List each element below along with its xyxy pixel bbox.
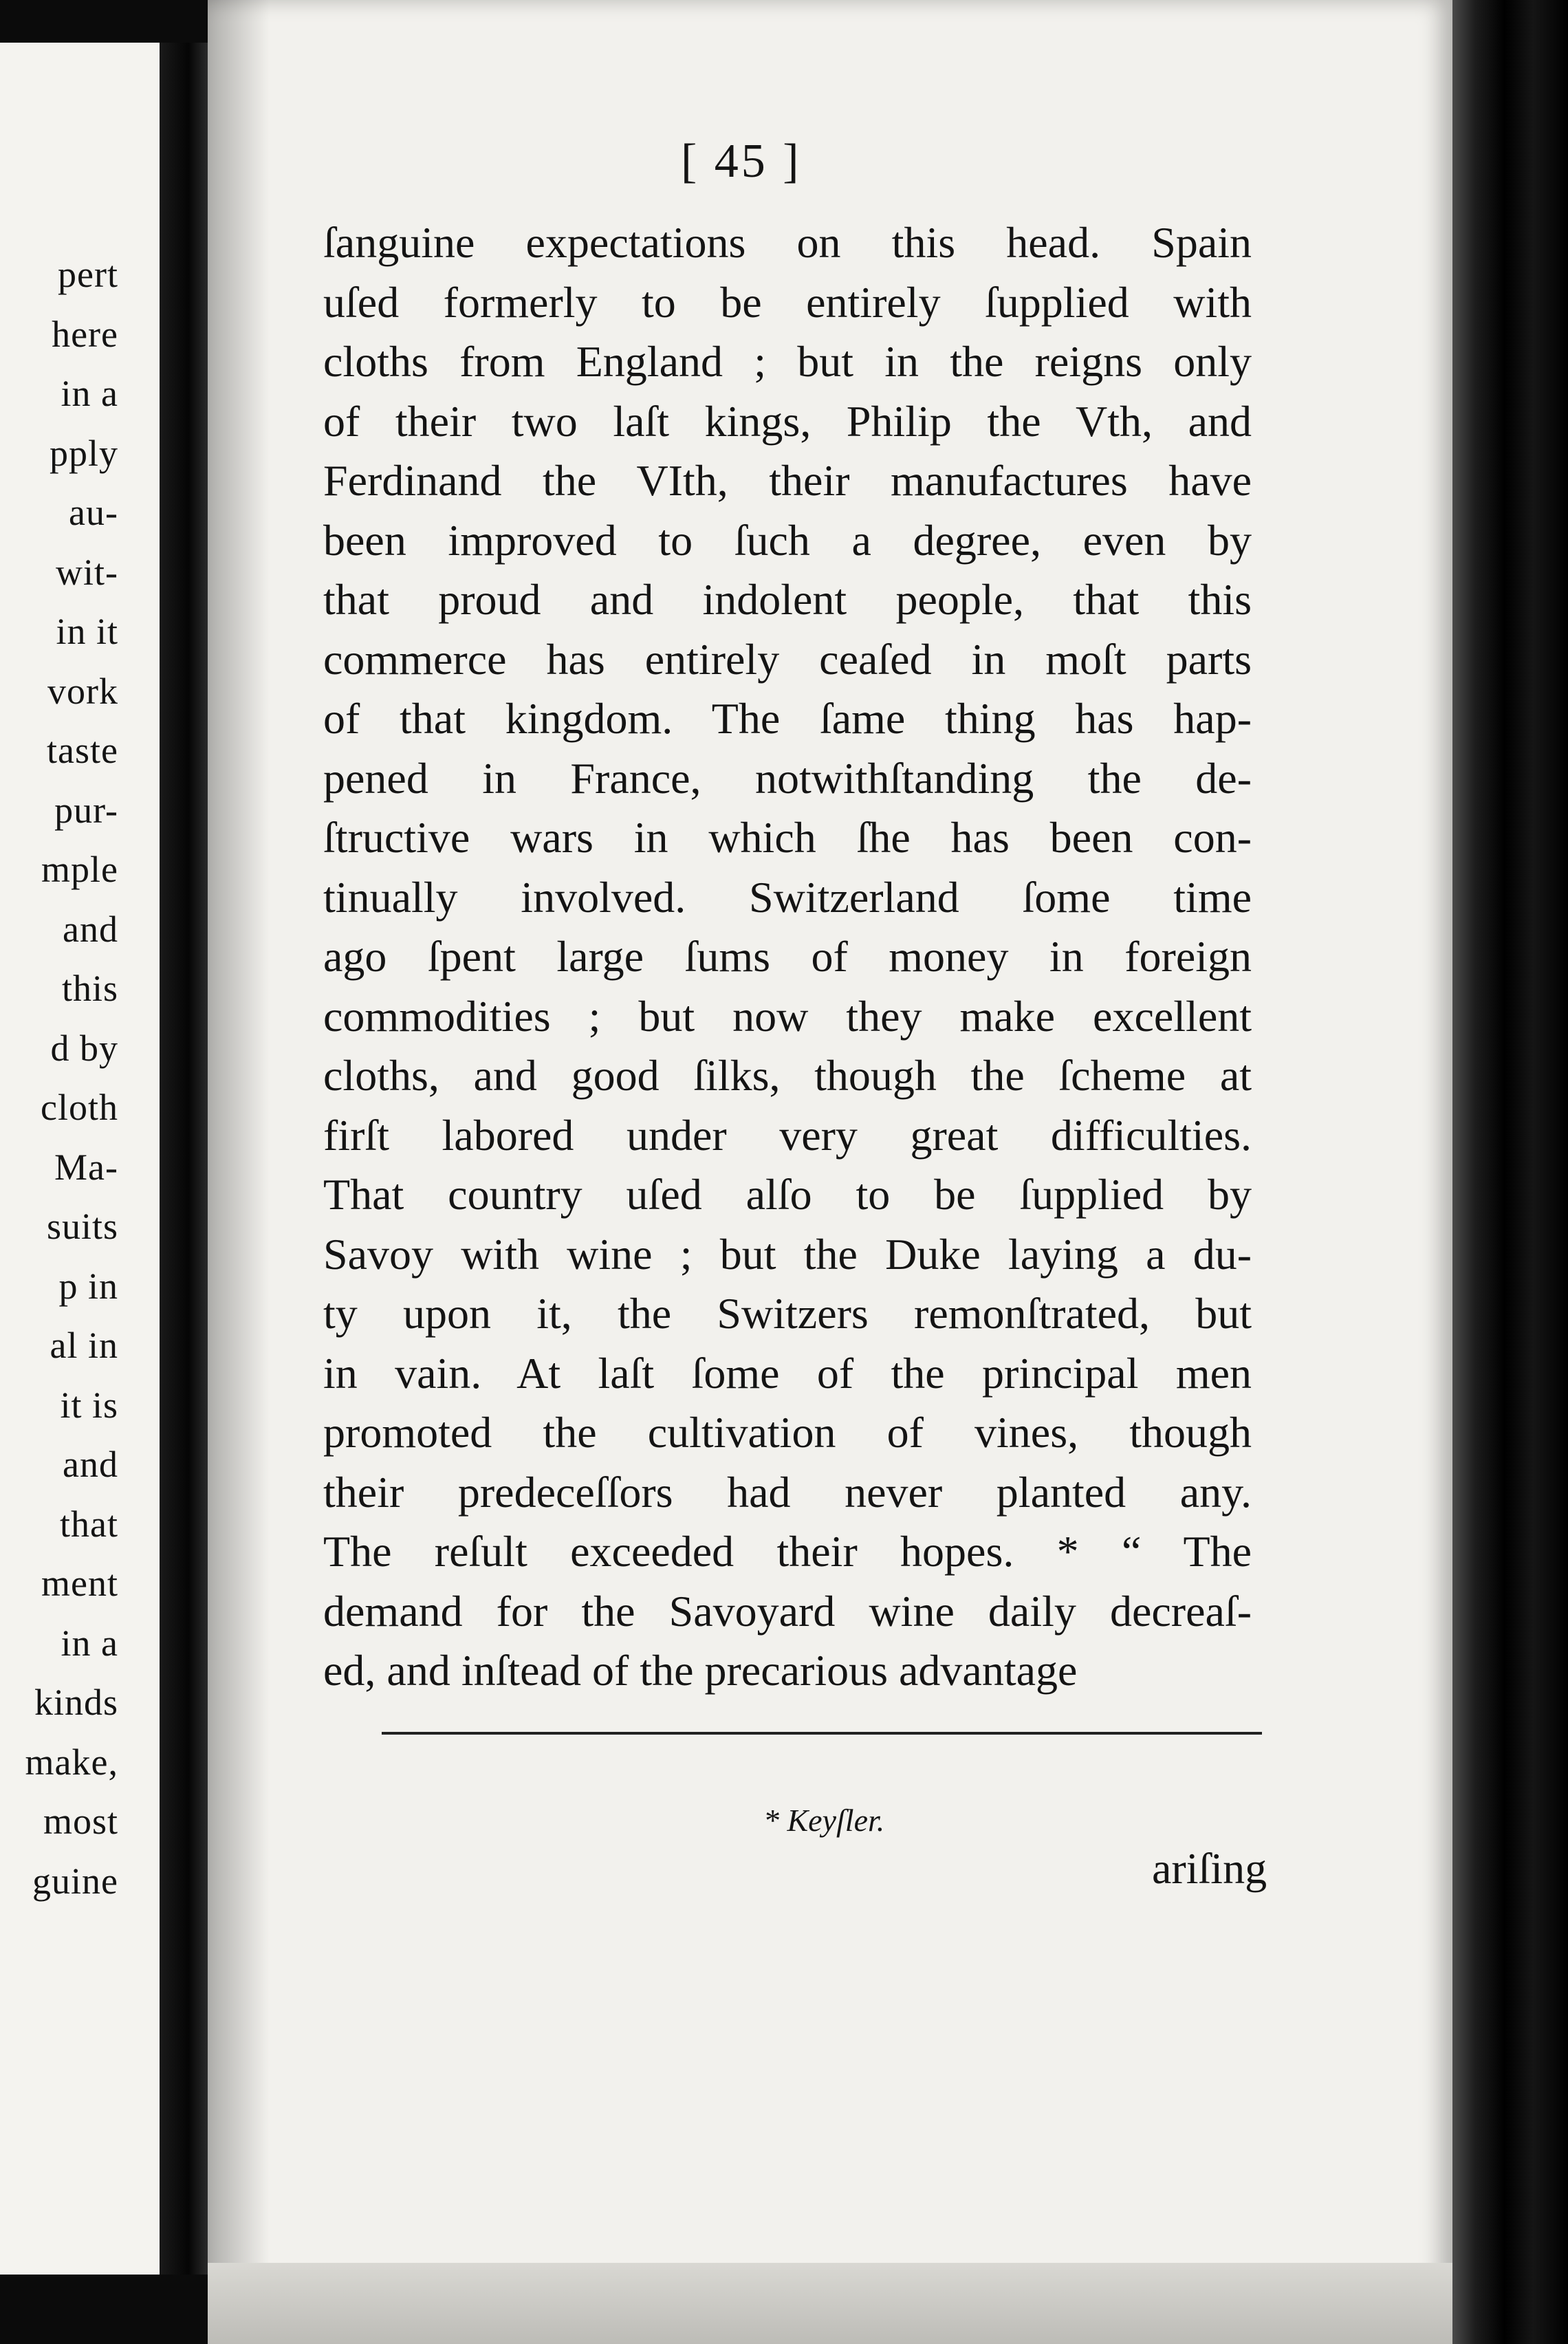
facing-page-line: it is	[60, 1384, 118, 1426]
facing-page-line: Ma-	[54, 1146, 118, 1188]
body-text	[323, 213, 1252, 1701]
facing-page-line: pert	[58, 254, 118, 295]
facing-page-line: taste	[47, 730, 118, 771]
text-line: uſed formerly to be entirely ſupplied with	[323, 277, 1252, 327]
text-line: demand for the Savoyard wine daily decreaſ-	[323, 1586, 1252, 1636]
facing-page-line: vork	[47, 670, 118, 712]
text-line: cloths from England ; but in the reigns only	[323, 337, 1252, 386]
text-line: That country uſed alſo to be ſupplied by	[323, 1170, 1252, 1219]
text-line: Savoy with wine ; but the Duke laying a du-	[323, 1229, 1252, 1279]
text-line: of their two laſt kings, Philip the Vth, and	[323, 396, 1252, 446]
text-line: in vain. At laſt ſome of the principal men	[323, 1348, 1252, 1398]
text-line: tinually involved. Switzerland ſome time	[323, 872, 1252, 922]
text-line: of that kingdom. The ſame thing has hap-	[323, 694, 1252, 743]
facing-page-line: suits	[46, 1206, 118, 1247]
facing-page-line: wit-	[56, 551, 118, 593]
facing-page-line: in a	[61, 373, 118, 414]
facing-page-line: pur-	[54, 789, 118, 831]
book-gutter	[160, 43, 208, 2275]
text-line: commerce has entirely ceaſed in moſt parts	[323, 634, 1252, 684]
facing-page-line: kinds	[34, 1682, 118, 1723]
text-line: pened in France, notwithſtanding the de-	[323, 753, 1252, 803]
facing-page-line: that	[60, 1503, 118, 1545]
text-line: ty upon it, the Switzers remonſtrated, but	[323, 1289, 1252, 1338]
facing-page-line: cloth	[41, 1087, 118, 1128]
footnote: * Keyſler.	[763, 1803, 885, 1838]
facing-page-line: most	[43, 1801, 118, 1842]
text-line: been improved to ſuch a degree, even by	[323, 515, 1252, 565]
page-bottom-margin	[208, 2263, 1452, 2344]
text-line: firſt labored under very great difficulties.	[323, 1110, 1252, 1160]
text-line: that proud and indolent people, that this	[323, 575, 1252, 624]
text-line: promoted the cultivation of vines, though	[323, 1408, 1252, 1457]
text-line: their predeceſſors had never planted any.	[323, 1467, 1252, 1517]
facing-page-line: and	[63, 1444, 118, 1485]
facing-page-line: in a	[61, 1622, 118, 1664]
text-line: ſtructive wars in which ſhe has been con-	[323, 813, 1252, 862]
facing-page-line: here	[52, 313, 118, 355]
facing-page-line: au-	[69, 492, 118, 533]
catchword: ariſing	[1152, 1844, 1267, 1893]
facing-page-line: ment	[41, 1563, 118, 1604]
footnote-rule	[382, 1732, 1262, 1735]
facing-page-line: make,	[25, 1741, 118, 1783]
text-line: cloths, and good ſilks, though the ſcheme at	[323, 1051, 1252, 1100]
facing-page-line: d by	[50, 1027, 118, 1069]
text-line: commodities ; but now they make excellent	[323, 991, 1252, 1041]
text-line: The reſult exceeded their hopes. * “ The	[323, 1527, 1252, 1576]
facing-page-line: pply	[49, 432, 118, 474]
book-edge-right	[1452, 0, 1568, 2344]
text-line: Ferdinand the VIth, their manufactures have	[323, 456, 1252, 505]
facing-page-line: al in	[50, 1325, 118, 1366]
facing-page-line: and	[63, 908, 118, 950]
facing-page-line: guine	[32, 1860, 118, 1902]
facing-page-line: p in	[58, 1265, 118, 1307]
facing-page-line: this	[61, 968, 118, 1009]
facing-page-line: mple	[41, 849, 118, 890]
text-line: ed, and inſtead of the precarious advantage	[323, 1646, 1078, 1695]
text-line: ſanguine expectations on this head. Spain	[323, 218, 1252, 267]
facing-page-line: in it	[56, 611, 118, 652]
text-line: ago ſpent large ſums of money in foreign	[323, 932, 1252, 981]
page-number: [ 45 ]	[681, 135, 802, 188]
